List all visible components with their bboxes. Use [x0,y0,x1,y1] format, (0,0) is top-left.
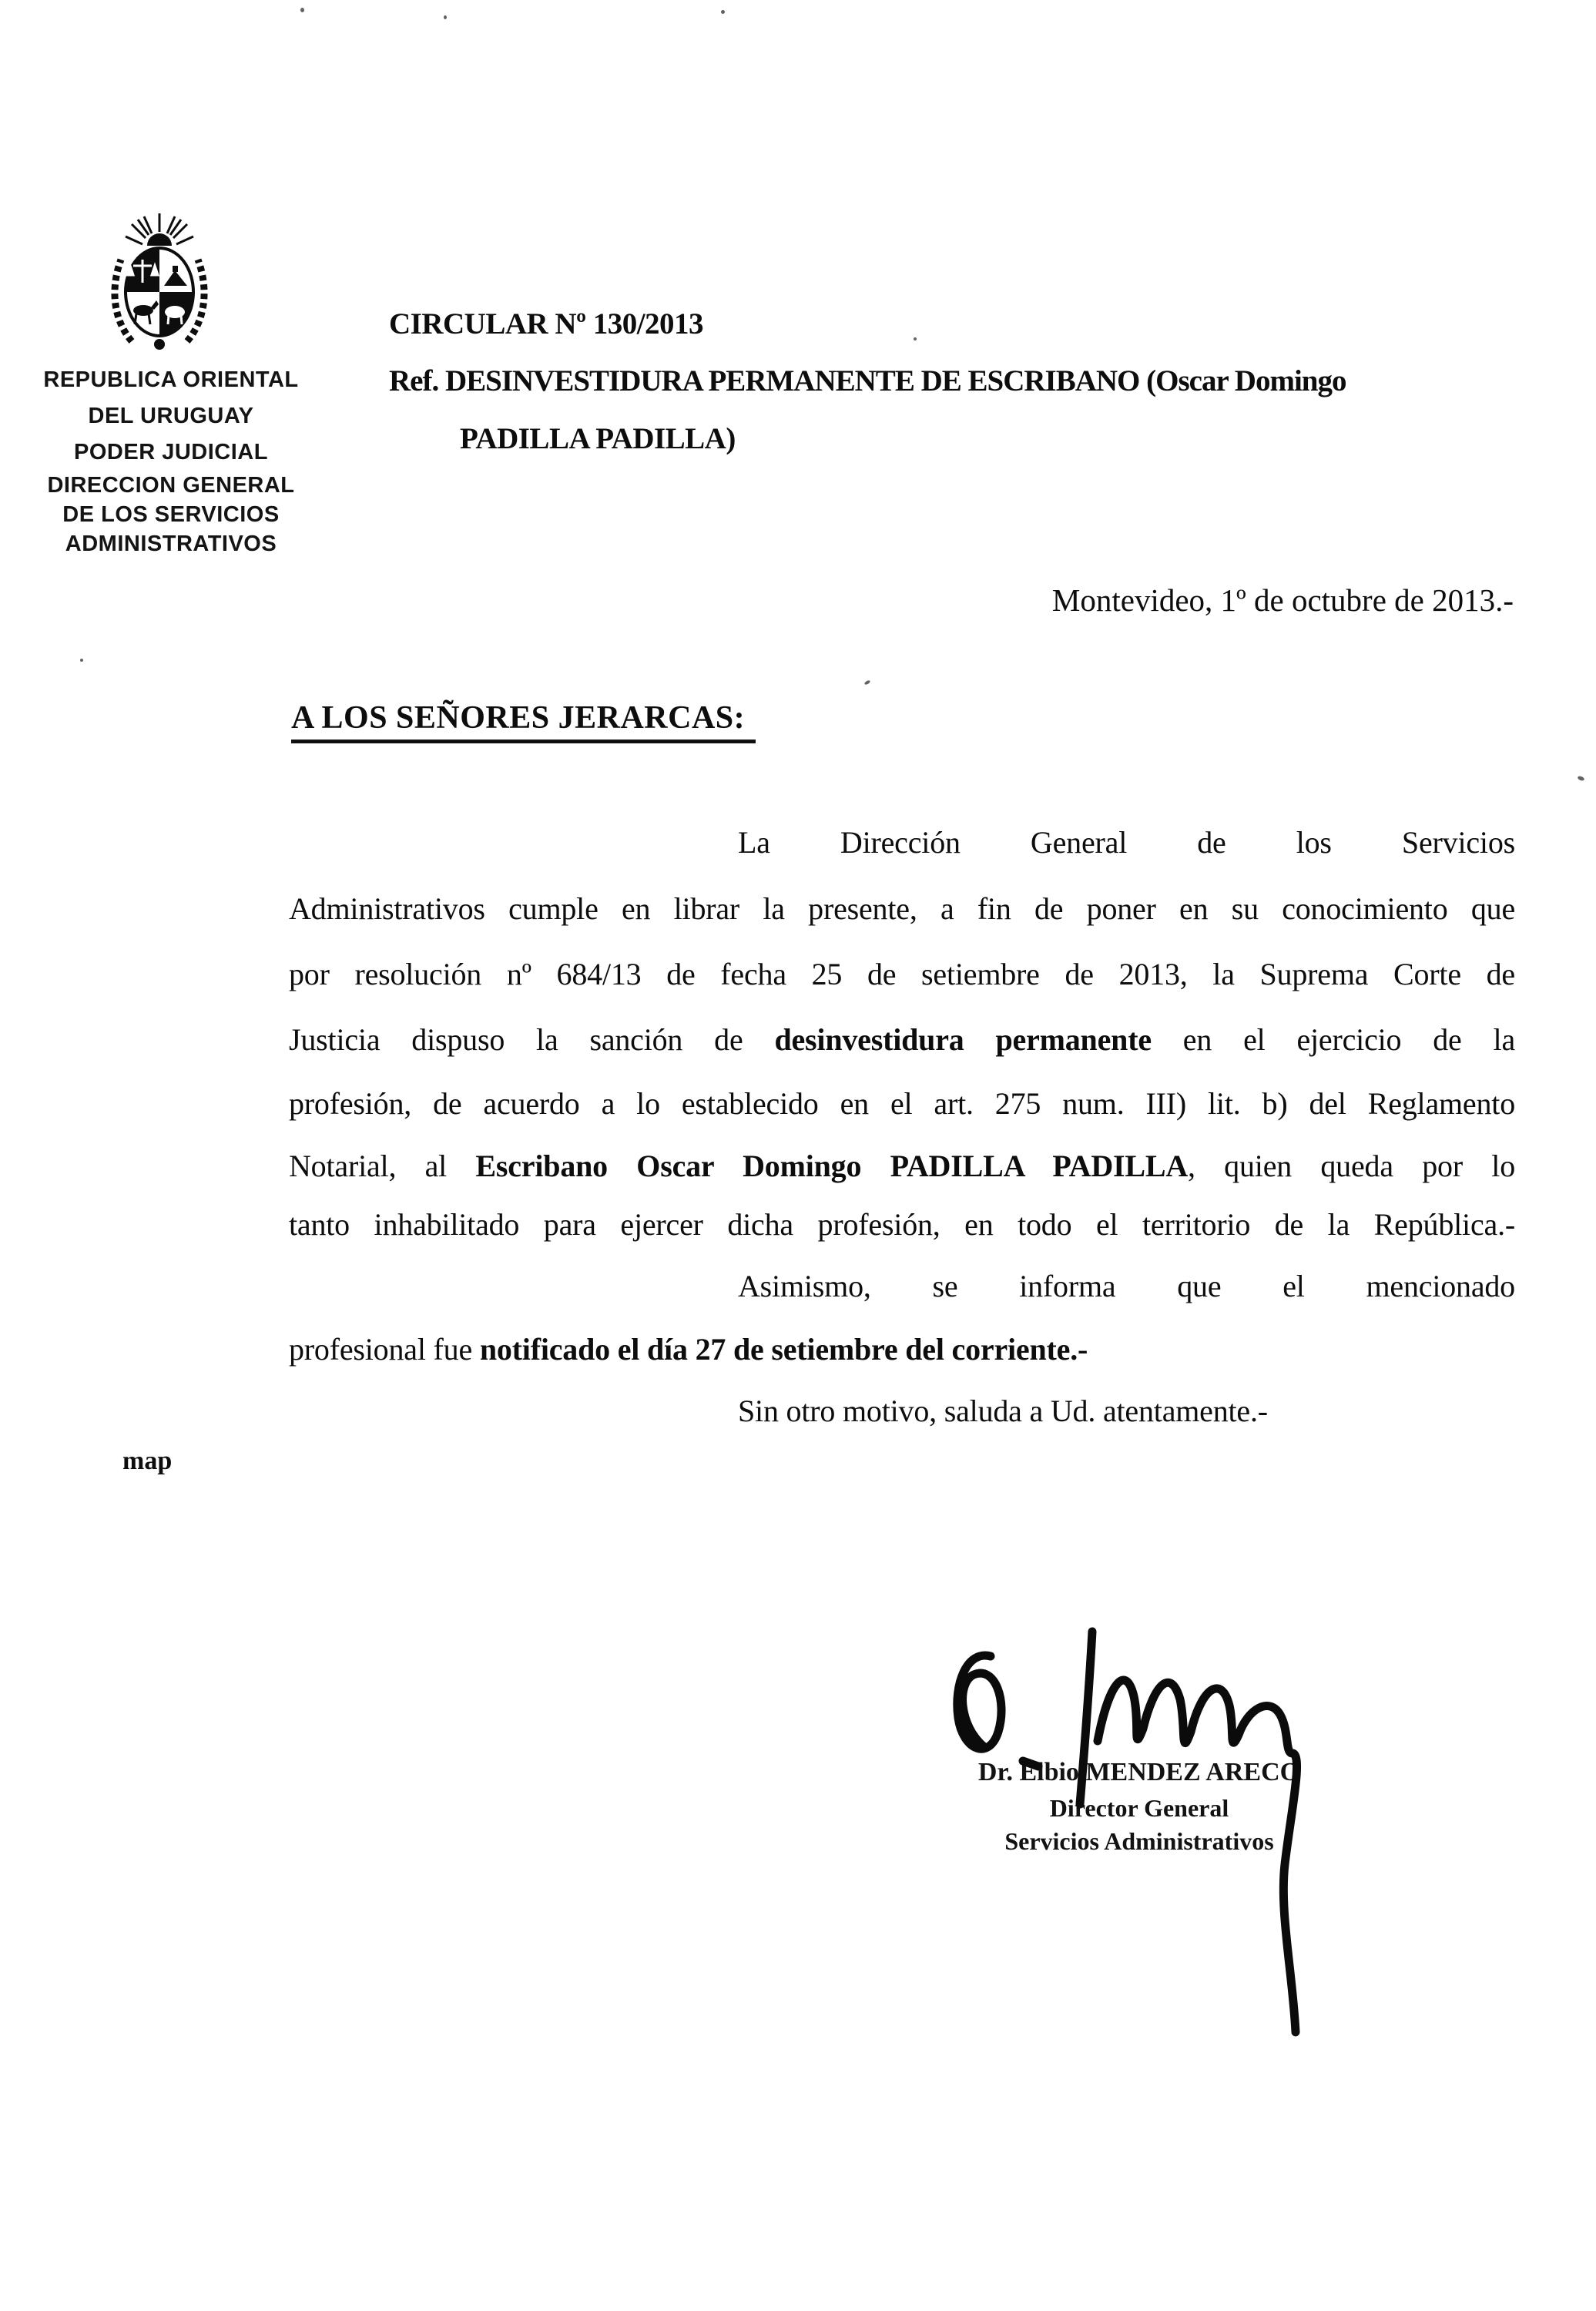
scan-speck [721,10,725,14]
signer-role-line2: Servicios Administrativos [1004,1827,1274,1855]
org-line: DE LOS SERVICIOS [62,502,280,527]
scan-speck [864,679,871,685]
circular-number: CIRCULAR Nº 130/2013 [389,307,704,340]
body-line: Justicia dispuso la sanción de desinvestidura permanente en el ejercicio de la [289,1022,1515,1057]
org-line: DIRECCION GENERAL [47,473,295,498]
signer-role-line1: Director General [1049,1794,1229,1822]
scan-speck [80,659,83,662]
typist-initials: map [122,1447,173,1475]
org-line: DEL URUGUAY [88,404,254,428]
scan-speck [1577,775,1584,781]
reference-subject-line1: Ref. DESINVESTIDURA PERMANENTE DE ESCRIBANO (Oscar Domingo [389,364,1346,397]
org-line: ADMINISTRATIVOS [65,532,277,556]
org-line: REPUBLICA ORIENTAL [43,367,299,392]
body-line: profesión, de acuerdo a lo establecido en el art. 275 num. III) lit. b) del Reglamento [289,1086,1515,1121]
scan-speck [914,337,917,340]
handwritten-signature-icon [924,1610,1325,2041]
body-line: tanto inhabilitado para ejercer dicha profesión, en todo el territorio de la República.- [289,1207,1515,1242]
date-line: Montevideo, 1º de octubre de 2013.- [1051,582,1514,618]
body-line: Administrativos cumple en librar la presente, a fin de poner en su conocimiento que [289,891,1515,926]
org-line: PODER JUDICIAL [74,440,268,465]
scan-speck [300,8,304,12]
body-line: por resolución nº 684/13 de fecha 25 de setiembre de 2013, la Suprema Corte de [289,957,1515,991]
reference-subject-line2: PADILLA PADILLA) [460,422,736,455]
body-line: La Dirección General de los Servicios [738,825,1515,860]
scan-speck [444,15,447,19]
uruguay-coat-of-arms-icon [109,212,210,352]
signer-name: Dr. Elbio MENDEZ ARECO [977,1758,1301,1786]
body-line: Asimismo, se informa que el mencionado [738,1269,1515,1303]
body-line: Notarial, al Escribano Oscar Domingo PADILLA PADILLA, quien queda por lo [289,1149,1515,1183]
salutation: A LOS SEÑORES JERARCAS: [291,699,756,743]
body-line: Sin otro motivo, saluda a Ud. atentamente.- [738,1394,1268,1428]
letterhead-org-block [28,362,314,558]
body-line: profesional fue notificado el día 27 de setiembre del corriente.- [289,1332,1088,1367]
